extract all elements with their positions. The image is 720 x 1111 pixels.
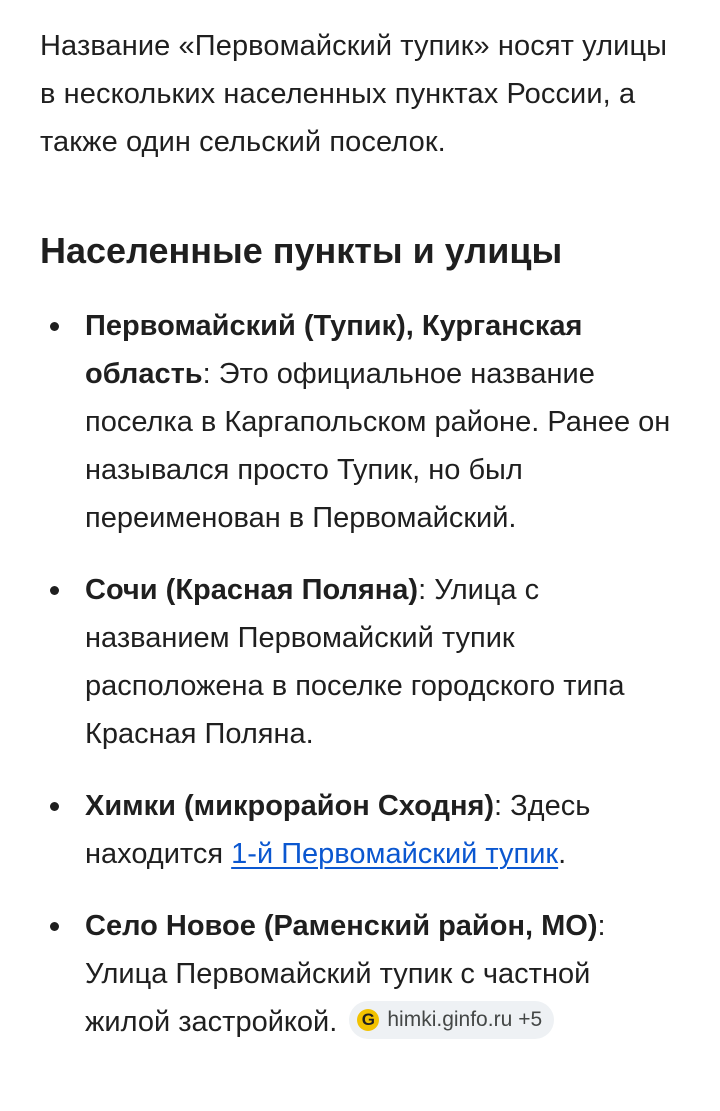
item-text: : Это официальное название поселка в Каргапольском районе. Ранее он назывался просто Тупик, но был переименован в Первомайский. (85, 358, 671, 534)
intro-paragraph: Название «Первомайский тупик» носят улицы в нескольких населенных пунктах России, а также один сельский поселок. (40, 30, 668, 158)
bullet-icon (50, 322, 59, 331)
item-title: Сочи (Красная Поляна) (85, 574, 419, 606)
section-heading: Населенные пункты и улицы (40, 230, 563, 271)
item-text: : Улица с названием Первомайский тупик расположена в поселке городского типа Красная Поляна. (85, 574, 625, 750)
source-chip-label: himki.ginfo.ru (387, 1008, 513, 1032)
bullet-icon (50, 922, 59, 931)
bullet-icon (50, 802, 59, 811)
item-text: : Улица Первомайский тупик с частной жилой застройкой. (85, 910, 606, 1038)
street-link[interactable]: 1-й Первомайский тупик (231, 838, 559, 870)
list-item (40, 902, 680, 1046)
list-item (40, 302, 680, 542)
source-chip-count: +5 (518, 1008, 543, 1032)
list-item (40, 782, 680, 878)
item-text-end: . (558, 838, 567, 870)
settlements-list (40, 302, 680, 1046)
item-title: Первомайский (Тупик), Курганская область (85, 310, 583, 390)
item-title: Село Новое (Раменский район, МО) (85, 910, 598, 942)
source-chip[interactable] (349, 1001, 554, 1039)
list-item (40, 566, 680, 758)
item-title: Химки (микрорайон Сходня) (85, 790, 495, 822)
source-favicon-icon: G (357, 1009, 379, 1031)
bullet-icon (50, 586, 59, 595)
item-text: : Здесь находится (85, 790, 591, 870)
